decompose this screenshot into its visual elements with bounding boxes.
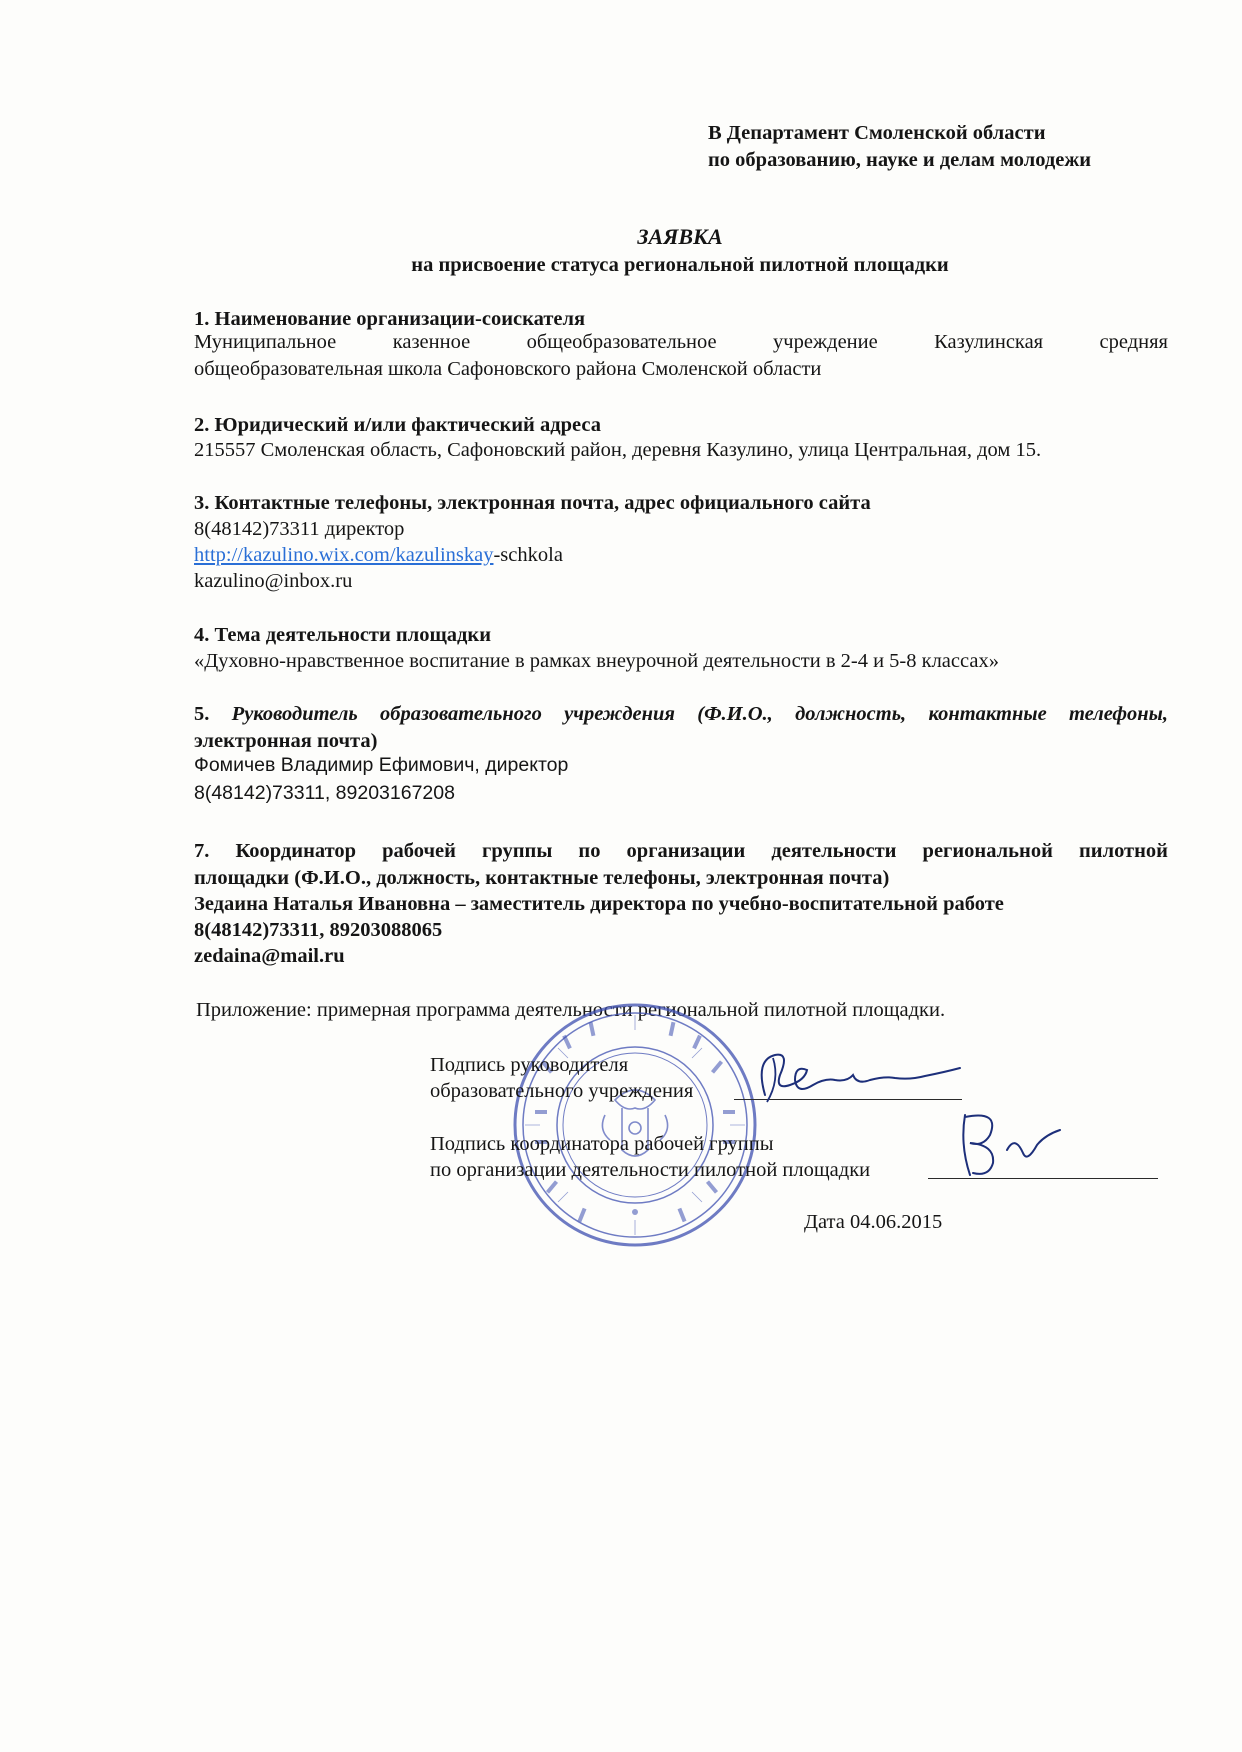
document-date: Дата 04.06.2015 xyxy=(804,1211,943,1233)
coordinator-handwritten-signature xyxy=(945,1105,1075,1190)
section-4-heading: 4. Тема деятельности площадки xyxy=(194,624,492,646)
section-1-heading: 1. Наименование организации-соискателя xyxy=(194,308,586,330)
head-handwritten-signature xyxy=(735,1040,975,1110)
section-5-heading-line-2: электронная почта) xyxy=(194,730,378,752)
document-subtitle: на присвоение статуса региональной пилотной площадки xyxy=(411,254,949,276)
section-7-email: zedaina@mail.ru xyxy=(194,945,345,967)
section-7-heading-line-1: 7. Координатор рабочей группы по организации деятельности региональной пилотной xyxy=(194,840,1168,862)
section-1-text-line-2: общеобразовательная школа Сафоновского района Смоленской области xyxy=(194,358,822,380)
document-title: ЗАЯВКА xyxy=(637,224,723,249)
section-3-phone: 8(48142)73311 директор xyxy=(194,518,405,540)
section-7-heading-line-2: площадки (Ф.И.О., должность, контактные телефоны, электронная почта) xyxy=(194,867,890,889)
section-5-heading-line-1 xyxy=(194,701,1168,728)
coordinator-signature-label-line-1: Подпись координатора рабочей группы xyxy=(430,1133,774,1155)
coordinator-signature-label-line-2: по организации деятельности пилотной площадки xyxy=(430,1159,871,1181)
addressee-line-1: В Департамент Смоленской области xyxy=(708,122,1046,144)
addressee-line-2: по образованию, науке и делам молодежи xyxy=(708,149,1092,171)
site-link[interactable]: http://kazulino.wix.com/kazulinskay xyxy=(194,544,494,566)
section-5-heading-text: Руководитель образовательного учреждения (Ф.И.О., должность, контактные телефоны, xyxy=(231,703,1168,725)
official-stamp xyxy=(510,1000,760,1250)
section-7-name: Зедаина Наталья Ивановна – заместитель директора по учебно-воспитательной работе xyxy=(194,893,1004,915)
section-1-text-line-1: Муниципальное казенное общеобразовательное учреждение Казулинская средняя xyxy=(194,331,1168,353)
section-2-text: 215557 Смоленская область, Сафоновский район, деревня Казулино, улица Центральная, дом 15. xyxy=(194,439,1042,461)
section-5-number: 5. xyxy=(194,703,232,725)
section-3-site xyxy=(194,542,563,568)
section-5-phones: 8(48142)73311, 89203167208 xyxy=(194,782,455,804)
head-signature-label-line-2: образовательного учреждения xyxy=(430,1080,694,1102)
section-3-email: kazulino@inbox.ru xyxy=(194,570,353,592)
head-signature-label-line-1: Подпись руководителя xyxy=(430,1054,629,1076)
section-4-text: «Духовно-нравственное воспитание в рамках внеурочной деятельности в 2-4 и 5-8 классах» xyxy=(194,650,999,672)
appendix-note: Приложение: примерная программа деятельности региональной пилотной площадки. xyxy=(196,999,946,1021)
section-7-phones: 8(48142)73311, 89203088065 xyxy=(194,919,443,941)
section-3-heading: 3. Контактные телефоны, электронная почта, адрес официального сайта xyxy=(194,492,871,514)
site-link-suffix: -schkola xyxy=(493,544,563,566)
section-2-heading: 2. Юридический и/или фактический адреса xyxy=(194,414,601,436)
section-5-name: Фомичев Владимир Ефимович, директор xyxy=(194,754,569,776)
